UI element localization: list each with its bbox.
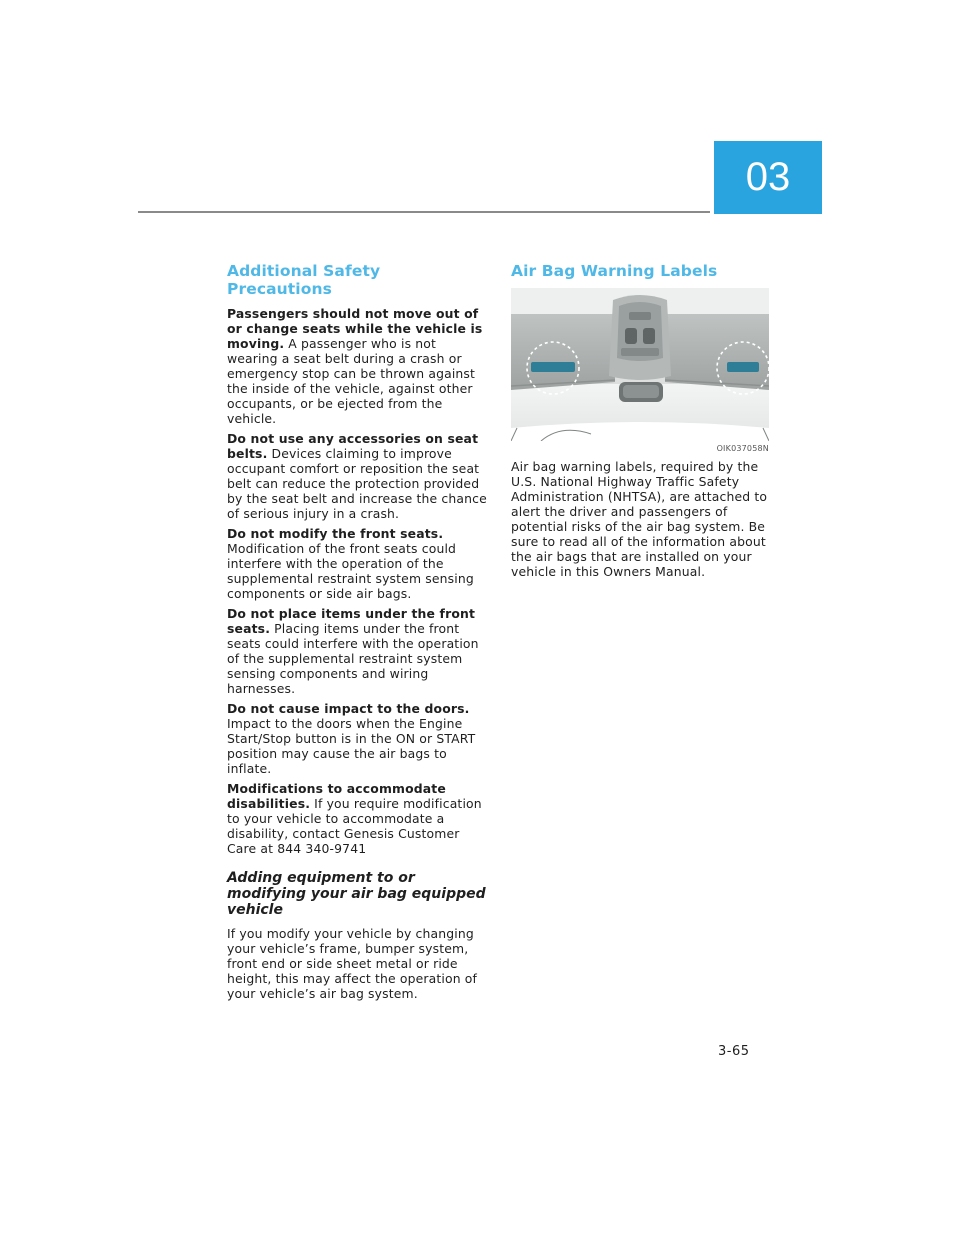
paragraph-body: Impact to the doors when the Engine Start/Stop button is in the ON or START position may cause the air bags to inflate.	[227, 716, 476, 776]
right-column	[511, 262, 769, 584]
page-number: 3-65	[718, 1044, 750, 1059]
section-title-safety: Additional Safety Precautions	[227, 262, 381, 298]
paragraph-front-seats	[227, 526, 489, 601]
paragraph-body: If you require modification to your vehicle to accommodate a disability, contact Genesis Customer Care at 844 340-9741	[227, 796, 482, 856]
paragraph-body: Devices claiming to improve occupant comfort or reposition the seat belt can reduce the protection provided by the seat belt and increase the chance of serious injury in a crash.	[227, 446, 487, 521]
airbag-label-figure	[511, 288, 769, 441]
paragraph-moving	[227, 306, 489, 426]
figure-code: OIK037058N	[716, 444, 769, 453]
paragraph-accessories	[227, 431, 489, 521]
paragraph-warning-labels: Air bag warning labels, required by the U.S. National Highway Traffic Safety Administration (NHTSA), are attached to alert the driver and passengers of potential risks of the air bag system. Be sure to read all of the information about the air bags that are installed on your vehicle in this Owners Manual.	[511, 459, 768, 579]
paragraph-lead: Do not place items under the front seats.	[227, 606, 476, 636]
paragraph-doors	[227, 701, 489, 776]
paragraph-lead: Modifications to accommodate disabilities.	[227, 781, 446, 811]
paragraph-lead: Do not cause impact to the doors.	[227, 701, 470, 716]
paragraph-items-under-seats	[227, 606, 489, 696]
section-title-warning-labels: Air Bag Warning Labels	[511, 262, 718, 280]
paragraph-lead: Do not modify the front seats.	[227, 526, 444, 541]
paragraph-modify-vehicle: If you modify your vehicle by changing your vehicle’s frame, bumper system, front end or side sheet metal or ride height, this may affect the operation of your vehicle’s air bag system.	[227, 926, 478, 1001]
chapter-number: 03	[745, 155, 791, 199]
chapter-tab	[714, 141, 822, 214]
paragraph-body: Placing items under the front seats could interfere with the operation of the supplemental restraint system sensing components and wiring harnesses.	[227, 621, 479, 696]
header-rule	[138, 211, 710, 213]
subheading-adding-equipment: Adding equipment to or modifying your air bag equipped vehicle	[227, 870, 486, 918]
paragraph-lead: Do not use any accessories on seat belts.	[227, 431, 479, 461]
headliner-illustration	[511, 288, 769, 441]
paragraph-disabilities	[227, 781, 489, 856]
paragraph-body: Modification of the front seats could interfere with the operation of the supplemental restraint system sensing components or side air bags.	[227, 541, 474, 601]
paragraph-body: A passenger who is not wearing a seat belt during a crash or emergency stop can be thrown against the inside of the vehicle, against other occupants, or be ejected from the vehicle.	[227, 336, 476, 426]
left-column	[227, 262, 489, 1006]
paragraph-lead: Passengers should not move out of or change seats while the vehicle is moving.	[227, 306, 483, 351]
